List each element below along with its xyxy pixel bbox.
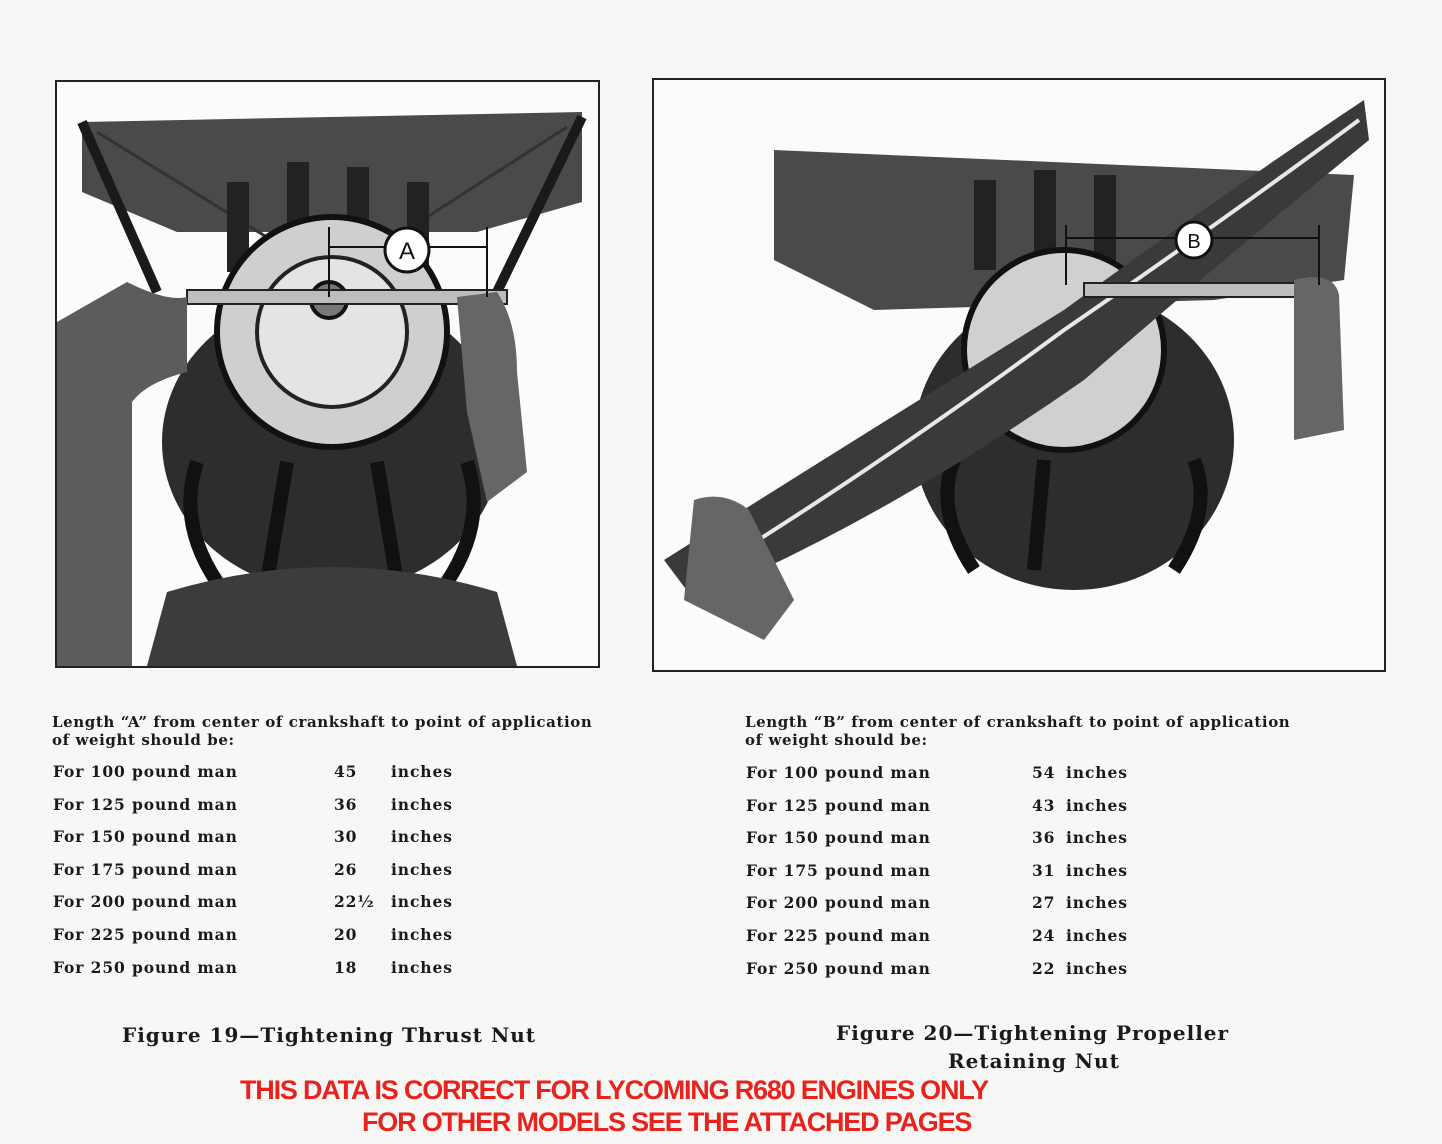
figure-19-title: Figure 19—Tightening Thrust Nut (122, 1023, 536, 1047)
length-unit: inches (391, 827, 453, 847)
weight-label: For 100 pound man (746, 763, 931, 782)
length-unit: inches (391, 762, 453, 781)
length-value: 22½ (334, 892, 375, 912)
engine-model-notice-line-2: FOR OTHER MODELS SEE THE ATTACHED PAGES (362, 1107, 972, 1137)
weight-label: For 250 pound man (746, 958, 931, 978)
length-value: 18 (334, 957, 358, 977)
weight-label: For 225 pound man (53, 924, 238, 944)
length-value: 54 (1032, 763, 1056, 782)
marker-a-label: A (398, 238, 416, 265)
length-value: 20 (334, 924, 358, 944)
weight-label: For 150 pound man (746, 828, 931, 848)
weight-label: For 175 pound man (746, 860, 931, 880)
length-value: 43 (1032, 795, 1056, 815)
weight-label: For 125 pound man (53, 794, 238, 814)
figure-20-intro-text: Length “B” from center of crankshaft to point of application of weight should be: (745, 713, 1291, 749)
weight-label: For 250 pound man (53, 957, 238, 977)
length-unit: inches (391, 892, 453, 912)
length-unit: inches (1066, 763, 1128, 782)
radial-engine-propeller-nut-illustration (654, 80, 1384, 670)
figure-20-title-line-1: Figure 20—Tightening Propeller (836, 1021, 1230, 1045)
length-value: 26 (334, 859, 358, 879)
figure-19-photo (55, 80, 600, 668)
length-value: 36 (334, 794, 358, 814)
length-unit: inches (391, 924, 453, 944)
weight-label: For 200 pound man (746, 893, 931, 913)
figure-20-title-line-2: Retaining Nut (948, 1049, 1120, 1073)
weight-label: For 225 pound man (746, 925, 931, 945)
length-unit: inches (1066, 925, 1128, 945)
weight-label: For 100 pound man (53, 762, 238, 781)
figure-20-photo (652, 78, 1386, 672)
length-value: 36 (1032, 828, 1056, 848)
weight-label: For 150 pound man (53, 827, 238, 847)
length-value: 30 (334, 827, 358, 847)
figure-19-intro-text: Length “A” from center of crankshaft to point of application of weight should be: (52, 713, 593, 749)
weight-label: For 200 pound man (53, 892, 238, 912)
length-unit: inches (1066, 860, 1128, 880)
length-value: 24 (1032, 925, 1056, 945)
length-value: 27 (1032, 893, 1056, 913)
length-unit: inches (1066, 958, 1128, 978)
length-value: 45 (334, 762, 358, 781)
length-unit: inches (391, 957, 453, 977)
length-unit: inches (1066, 893, 1128, 913)
weight-label: For 125 pound man (746, 795, 931, 815)
radial-engine-thrust-nut-illustration (57, 82, 598, 666)
length-unit: inches (1066, 795, 1128, 815)
length-unit: inches (1066, 828, 1128, 848)
weight-label: For 175 pound man (53, 859, 238, 879)
length-value: 22 (1032, 958, 1056, 978)
length-value: 31 (1032, 860, 1056, 880)
marker-b-label: B (1187, 231, 1201, 253)
length-unit: inches (391, 859, 453, 879)
length-unit: inches (391, 794, 453, 814)
engine-model-notice-line-1: THIS DATA IS CORRECT FOR LYCOMING R680 ENGINES ONLY (240, 1075, 988, 1105)
